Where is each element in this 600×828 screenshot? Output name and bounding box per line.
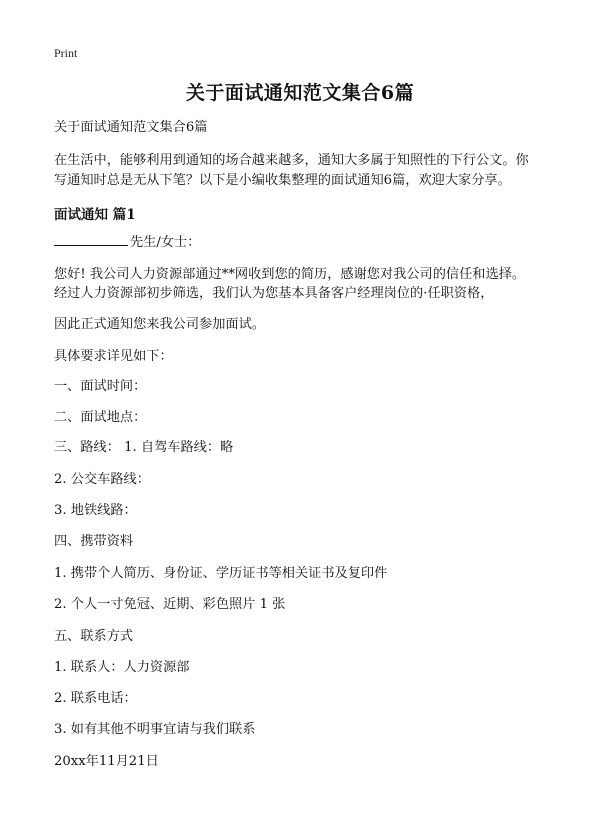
name-blank-line — [54, 231, 128, 246]
print-link[interactable]: Print — [54, 46, 78, 60]
salutation — [54, 231, 554, 254]
salutation-text: 先生/女士： — [130, 235, 201, 250]
body-line-3: 因此正式通知您来我公司参加面试。 — [54, 317, 265, 332]
list-item-materials-1: 1. 携带个人简历、身份证、学历证书等相关证书及复印件 — [54, 566, 388, 581]
list-item-route: 三、路线： 1. 自驾车路线：略 — [54, 440, 234, 455]
list-item-materials: 四、携带资料 — [54, 534, 134, 549]
list-item-materials-2: 2. 个人一寸免冠、近期、彩色照片 1 张 — [54, 597, 286, 612]
list-item-metro: 3. 地铁线路： — [54, 503, 137, 518]
list-item-time: 一、面试时间： — [54, 379, 147, 394]
body-line-2: 经过人力资源部初步筛选，我们认为您基本具备客户经理岗位的·任职资格， — [54, 286, 494, 301]
intro-subtitle: 关于面试通知范文集合6篇 — [54, 120, 208, 135]
section-heading: 面试通知 篇1 — [54, 207, 136, 223]
list-item-place: 二、面试地点： — [54, 410, 147, 425]
list-item-contact-3: 3. 如有其他不明事宜请与我们联系 — [54, 722, 256, 737]
list-item-contact-1: 1. 联系人：人力资源部 — [54, 660, 190, 675]
body-line-1: 您好! 我公司人力资源部通过**网收到您的简历，感谢您对我公司的信任和选择。 — [54, 267, 526, 282]
list-item-contact-2: 2. 联系电话： — [54, 691, 137, 706]
list-item-bus: 2. 公交车路线： — [54, 472, 150, 487]
intro-line-2: 写通知时总是无从下笔？以下是小编收集整理的面试通知6篇，欢迎大家分享。 — [54, 173, 511, 188]
requirements-intro: 具体要求详见如下： — [54, 349, 173, 364]
list-item-contact: 五、联系方式 — [54, 629, 134, 644]
page-title: 关于面试通知范文集合6篇 — [185, 82, 415, 104]
intro-line-1: 在生活中，能够利用到通知的场合越来越多，通知大多属于知照性的下行公文。你 — [54, 153, 529, 168]
document-date: 20xx年11月21日 — [54, 754, 159, 769]
